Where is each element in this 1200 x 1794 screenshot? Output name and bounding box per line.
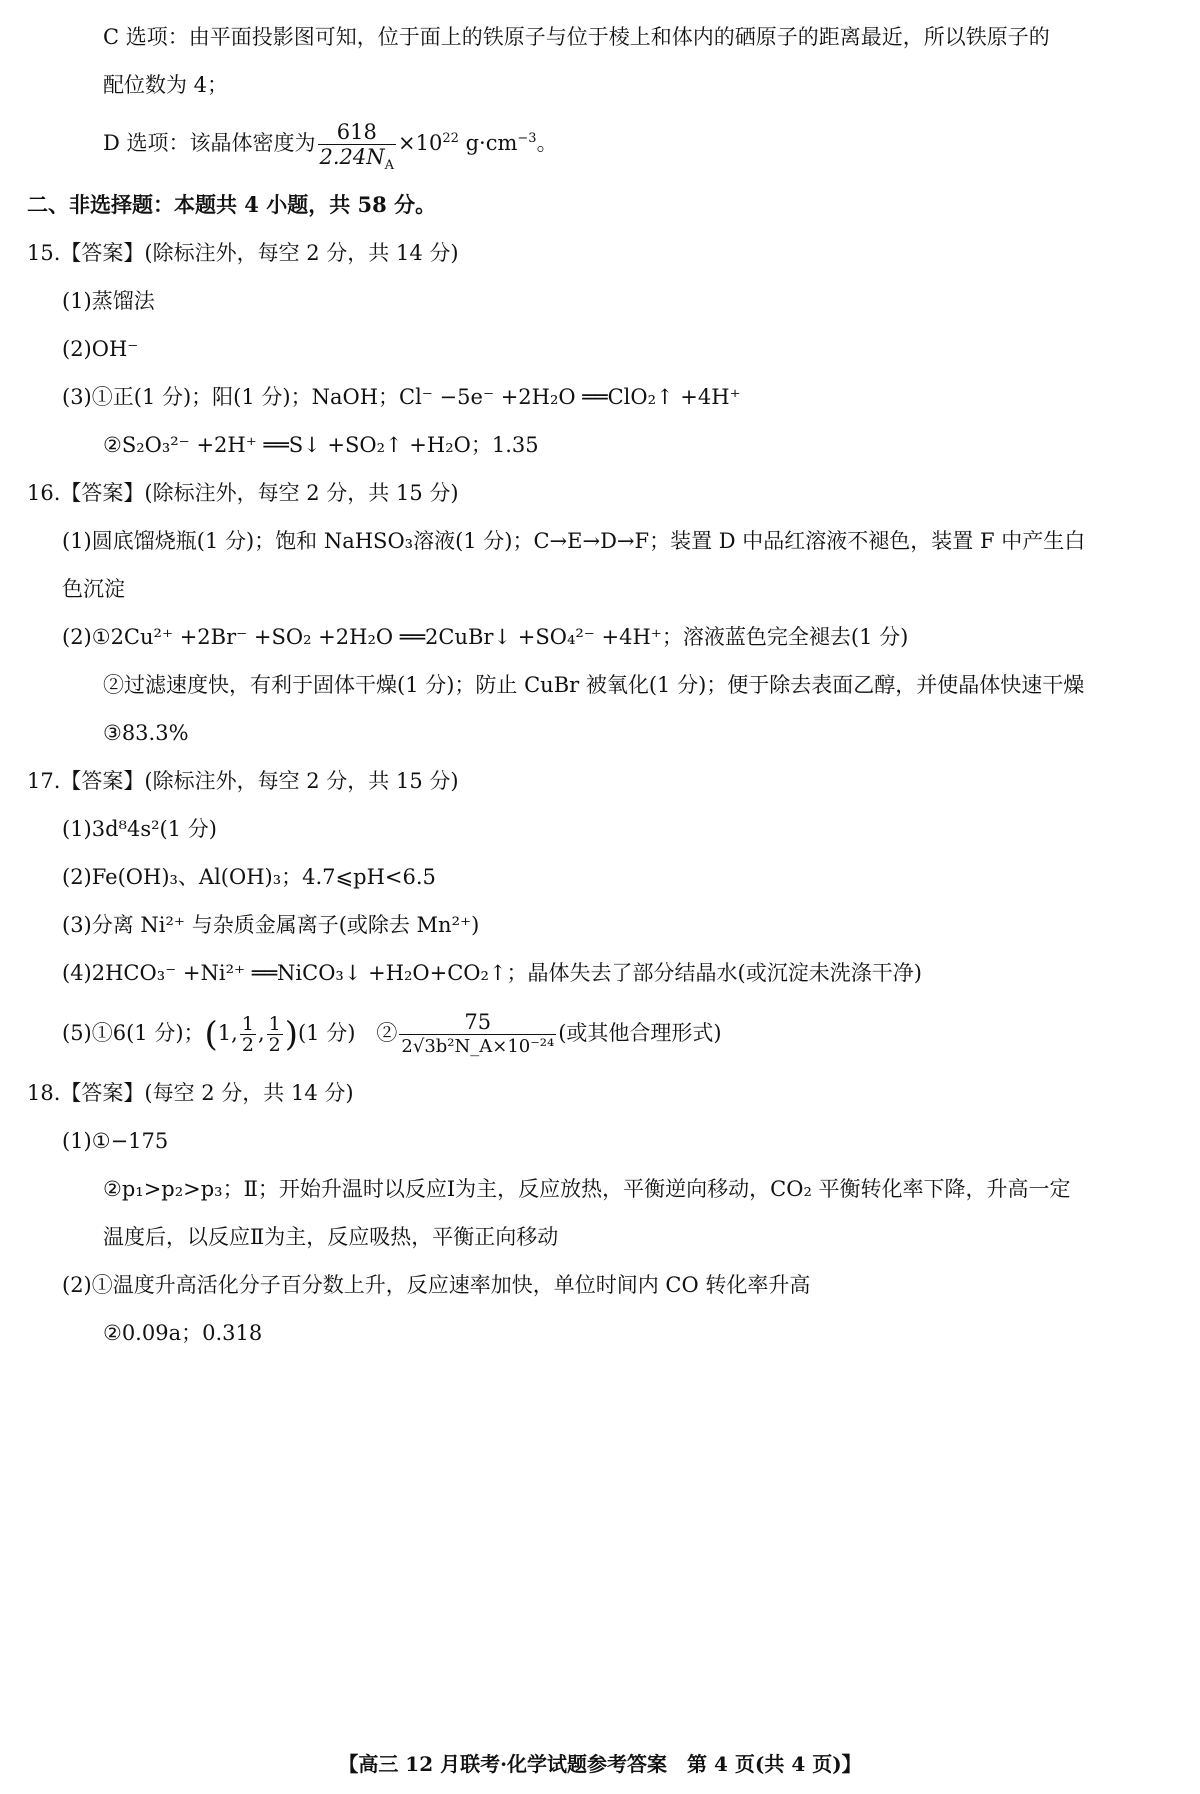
- q17-part5-prefix: (5)①6(1 分)；: [62, 1021, 205, 1045]
- q15-part1: (1)蒸馏法: [62, 289, 155, 313]
- density-fraction: [318, 120, 397, 174]
- c-option-line1: C 选项：由平面投影图可知，位于面上的铁原子与位于棱上和体内的硒原子的距离最近，所以铁原子的: [103, 25, 1050, 49]
- d-option-end: 。: [536, 131, 558, 155]
- q18-part1: (1)①−175: [62, 1129, 169, 1153]
- coord-x: 1,: [217, 1021, 238, 1045]
- q16-heading: 16.【答案】(除标注外，每空 2 分，共 15 分): [27, 481, 459, 505]
- q16-part2b: ②过滤速度快，有利于固体干燥(1 分)；防止 CuBr 被氧化(1 分)；便于除去表面乙醇，并使晶体快速干燥: [103, 673, 1085, 697]
- q17-part5: (5)①6(1 分)；(1, $\frac{1}{2}$ , $\frac{1}{2}$ )(1 分) ② $\frac{75}{\text{2√3b²N\_A×10⁻²⁴}}$ (或其他合理形式): [62, 1010, 722, 1057]
- coord-z-fraction: $\frac{1}{2}$: [268, 1013, 281, 1056]
- d-option-prefix: D 选项：该晶体密度为: [103, 131, 316, 155]
- coord-open-paren: (: [204, 1014, 218, 1055]
- q18-part1b: ②p₁>p₂>p₃；Ⅱ；开始升温时以反应Ⅰ为主，反应放热，平衡逆向移动，CO₂ 平衡转化率下降，升高一定: [103, 1177, 1071, 1201]
- q16-part1-cont: 色沉淀: [62, 577, 125, 601]
- q17-part5-mid: (1 分) ②: [297, 1021, 398, 1045]
- coord-y-fraction: $\frac{1}{2}$: [241, 1013, 254, 1056]
- section-heading: 二、非选择题：本题共 4 小题，共 58 分。: [27, 192, 437, 217]
- q18-part1c: 温度后，以反应Ⅱ为主，反应吸热，平衡正向移动: [103, 1225, 559, 1249]
- coord-close-paren: ): [284, 1014, 298, 1055]
- q17-part5-suffix: (或其他合理形式): [558, 1021, 722, 1045]
- q17-heading: 17.【答案】(除标注外，每空 2 分，共 15 分): [27, 769, 459, 793]
- density-denominator: $2.24N_A$: [319, 145, 395, 174]
- q15-heading: 15.【答案】(除标注外，每空 2 分，共 14 分): [27, 241, 459, 265]
- d-option-unit: g·cm: [458, 131, 518, 155]
- d-option-multiplier: ×10: [398, 131, 443, 155]
- q17-part1: (1)3d⁸4s²(1 分): [62, 817, 217, 841]
- q15-part3: (3)①正(1 分)；阳(1 分)；NaOH；Cl⁻ −5e⁻ +2H₂O ══ClO₂↑ +4H⁺: [62, 385, 741, 409]
- d-option-line: [103, 120, 558, 174]
- density-numerator: 618: [318, 120, 397, 145]
- q17-part2: (2)Fe(OH)₃、Al(OH)₃；4.7⩽pH<6.5: [62, 865, 436, 889]
- page-footer: 【高三 12 月联考·化学试题参考答案 第 4 页(共 4 页)】: [338, 1752, 862, 1776]
- q15-part3b: ②S₂O₃²⁻ +2H⁺ ══S↓ +SO₂↑ +H₂O；1.35: [103, 433, 539, 457]
- q16-part2: (2)①2Cu²⁺ +2Br⁻ +SO₂ +2H₂O ══2CuBr↓ +SO₄²⁻ +4H⁺；溶液蓝色完全褪去(1 分): [62, 625, 909, 649]
- q16-part2c: ③83.3%: [103, 721, 189, 745]
- q15-part2: (2)OH⁻: [62, 337, 139, 361]
- d-option-exponent: 22: [442, 131, 459, 146]
- q17-part3: (3)分离 Ni²⁺ 与杂质金属离子(或除去 Mn²⁺): [62, 913, 480, 937]
- q18-heading: 18.【答案】(每空 2 分，共 14 分): [27, 1081, 354, 1105]
- c-option-line2: 配位数为 4；: [103, 73, 229, 97]
- q17-density-fraction: $\frac{75}{\text{2√3b²N\_A×10⁻²⁴}}$: [401, 1010, 555, 1057]
- q18-part2: (2)①温度升高活化分子百分数上升，反应速率加快，单位时间内 CO 转化率升高: [62, 1273, 811, 1297]
- d-option-unit-exp: −3: [517, 131, 537, 146]
- q18-part2b: ②0.09a；0.318: [103, 1321, 263, 1345]
- q16-part1: (1)圆底馏烧瓶(1 分)；饱和 NaHSO₃溶液(1 分)；C→E→D→F；装置 D 中品红溶液不褪色，装置 F 中产生白: [62, 529, 1086, 553]
- q17-part4: (4)2HCO₃⁻ +Ni²⁺ ══NiCO₃↓ +H₂O+CO₂↑；晶体失去了部分结晶水(或沉淀未洗涤干净): [62, 961, 922, 985]
